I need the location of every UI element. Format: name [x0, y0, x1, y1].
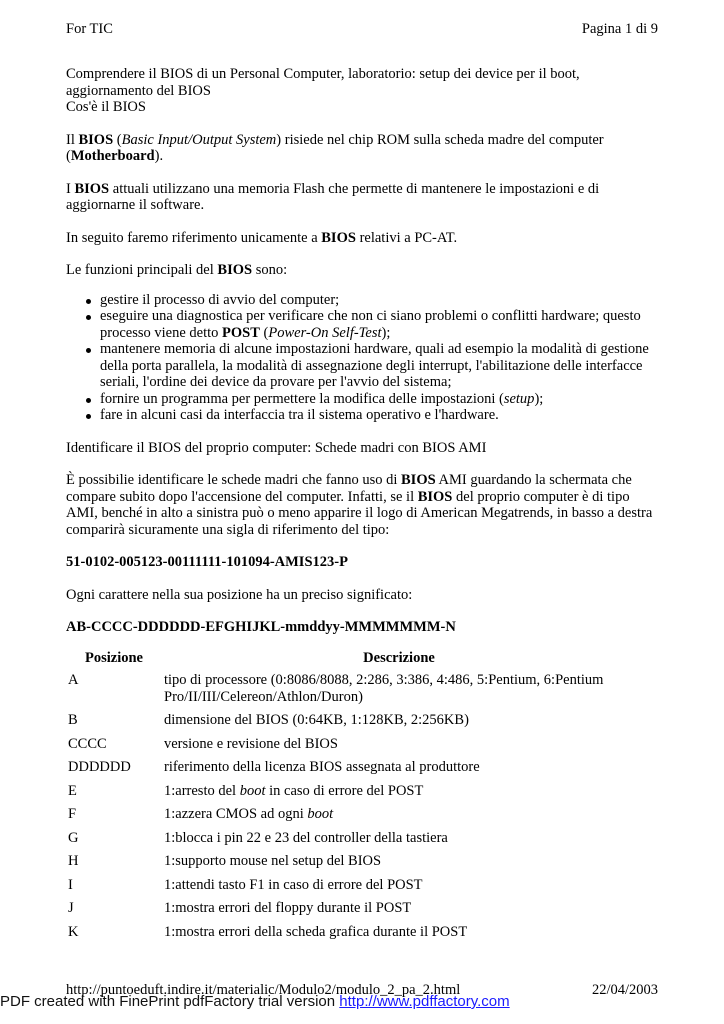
list-item: fare in alcuni casi da interfaccia tra il sistema operativo e l'hardware. — [100, 407, 658, 424]
cell-position: A — [68, 672, 79, 688]
header-page-number: Pagina 1 di 9 — [581, 21, 658, 37]
table-row — [66, 734, 636, 758]
footer-url: http://puntoeduft.indire.it/materialic/Modulo2/modulo_2_pa_2.html — [66, 982, 461, 998]
cell-description: 1:azzera CMOS ad ogni boot — [164, 806, 334, 822]
table-row — [66, 898, 636, 922]
table-row — [66, 757, 636, 781]
pdffactory-link[interactable]: http://www.pdffactory.com — [339, 993, 510, 1010]
cell-description: 1:mostra errori della scheda grafica durante il POST — [164, 923, 468, 940]
table-row — [66, 804, 636, 828]
cell-position: H — [68, 853, 79, 869]
table-row — [66, 670, 636, 710]
table-row — [66, 828, 636, 852]
footer-date: 22/04/2003 — [591, 982, 658, 998]
cell-description: 1:arresto del boot in caso di errore del POST — [164, 782, 424, 799]
cell-position: G — [68, 829, 79, 846]
list-item: fornire un programma per permettere la modifica delle impostazioni (setup); — [100, 391, 658, 408]
document-body — [66, 66, 658, 945]
cell-description: 1:attendi tasto F1 in caso di errore del POST — [164, 876, 423, 893]
cell-description: versione e revisione del BIOS — [164, 735, 338, 752]
paragraph-functions: Le funzioni principali del BIOS sono: — [66, 262, 288, 278]
table-row — [66, 875, 636, 899]
paragraph-ami: È possibilie identificare le schede madri che fanno uso di BIOS AMI guardando la schermata che compare subito dopo l'accensione del computer. Infatti, se il BIOS del proprio computer è di tipo AMI, benché in alto a sinistra può o meno apparire il logo di American Megatrends, in basso a destra comparirà sicuramente una sigla di riferimento del tipo: — [66, 472, 653, 538]
cell-description: 1:supporto mouse nel setup del BIOS — [164, 853, 382, 869]
list-item: mantenere memoria di alcune impostazioni hardware, quali ad esempio la modalità di gestione della porta parallela, la modalità di assegnazione degli interrupt, l'abilitazione delle interfacce seriali, l'ordine dei device da provare per l'avvio del sistema; — [100, 341, 658, 391]
cell-position: CCCC — [68, 735, 107, 752]
intro-title: Comprendere il BIOS di un Personal Computer, laboratorio: setup dei device per il boot, aggiornamento del BIOS — [66, 66, 580, 99]
column-header-description: Descrizione — [363, 649, 435, 666]
paragraph-flash-memory: I BIOS attuali utilizzano una memoria Flash che permette di mantenere le impostazioni e di aggiornarne il software. — [66, 180, 600, 213]
functions-list — [66, 292, 658, 424]
cell-description: 1:blocca i pin 22 e 23 del controller della tastiera — [164, 829, 448, 846]
cell-description: tipo di processore (0:8086/8088, 2:286, 3:386, 4:486, 5:Pentium, 6:Pentium Pro/II/III/Celereon/Athlon/Duron) — [164, 672, 604, 705]
section-title-bios: Cos'è il BIOS — [66, 99, 146, 115]
pdf-banner-text: PDF created with FinePrint pdfFactory trial version — [0, 993, 340, 1010]
table-row — [66, 851, 636, 875]
cell-position: B — [68, 712, 78, 728]
paragraph-meaning: Ogni carattere nella sua posizione ha un preciso significato: — [66, 586, 413, 603]
cell-description: 1:mostra errori del floppy durante il POST — [164, 900, 412, 916]
column-header-position: Posizione — [85, 649, 143, 666]
section-title-ami: Identificare il BIOS del proprio computer: Schede madri con BIOS AMI — [66, 439, 487, 456]
pdf-trial-banner — [0, 994, 510, 1011]
intro — [66, 66, 658, 116]
cell-position: K — [68, 923, 79, 940]
cell-position: DDDDDD — [68, 759, 131, 775]
cell-description: riferimento della licenza BIOS assegnata al produttore — [164, 759, 480, 775]
table-row — [66, 922, 636, 946]
cell-position: J — [68, 900, 74, 916]
bios-code-table — [66, 646, 636, 946]
list-item: eseguire una diagnostica per verificare che non ci siano problemi o conflitti hardware; questo processo viene detto POST (Power-On Self-Test); — [100, 308, 658, 341]
cell-position: I — [68, 876, 73, 893]
cell-position: E — [68, 782, 77, 799]
paragraph-bios-definition: Il BIOS (Basic Input/Output System) risiede nel chip ROM sulla scheda madre del computer (Motherboard). — [66, 131, 604, 164]
paragraph-pc-at: In seguito faremo riferimento unicamente a BIOS relativi a PC-AT. — [66, 229, 458, 246]
list-item: gestire il processo di avvio del computer; — [100, 292, 658, 309]
header-left: For TIC — [66, 21, 113, 37]
bios-code-example: 51-0102-005123-00111111-101094-AMIS123-P — [66, 554, 348, 570]
table-row — [66, 710, 636, 734]
cell-description: dimensione del BIOS (0:64KB, 1:128KB, 2:256KB) — [164, 712, 469, 728]
cell-position: F — [68, 806, 77, 822]
bios-code-pattern: AB-CCCC-DDDDDD-EFGHIJKL-mmddyy-MMMMMMM-N — [66, 619, 456, 635]
table-row — [66, 781, 636, 805]
